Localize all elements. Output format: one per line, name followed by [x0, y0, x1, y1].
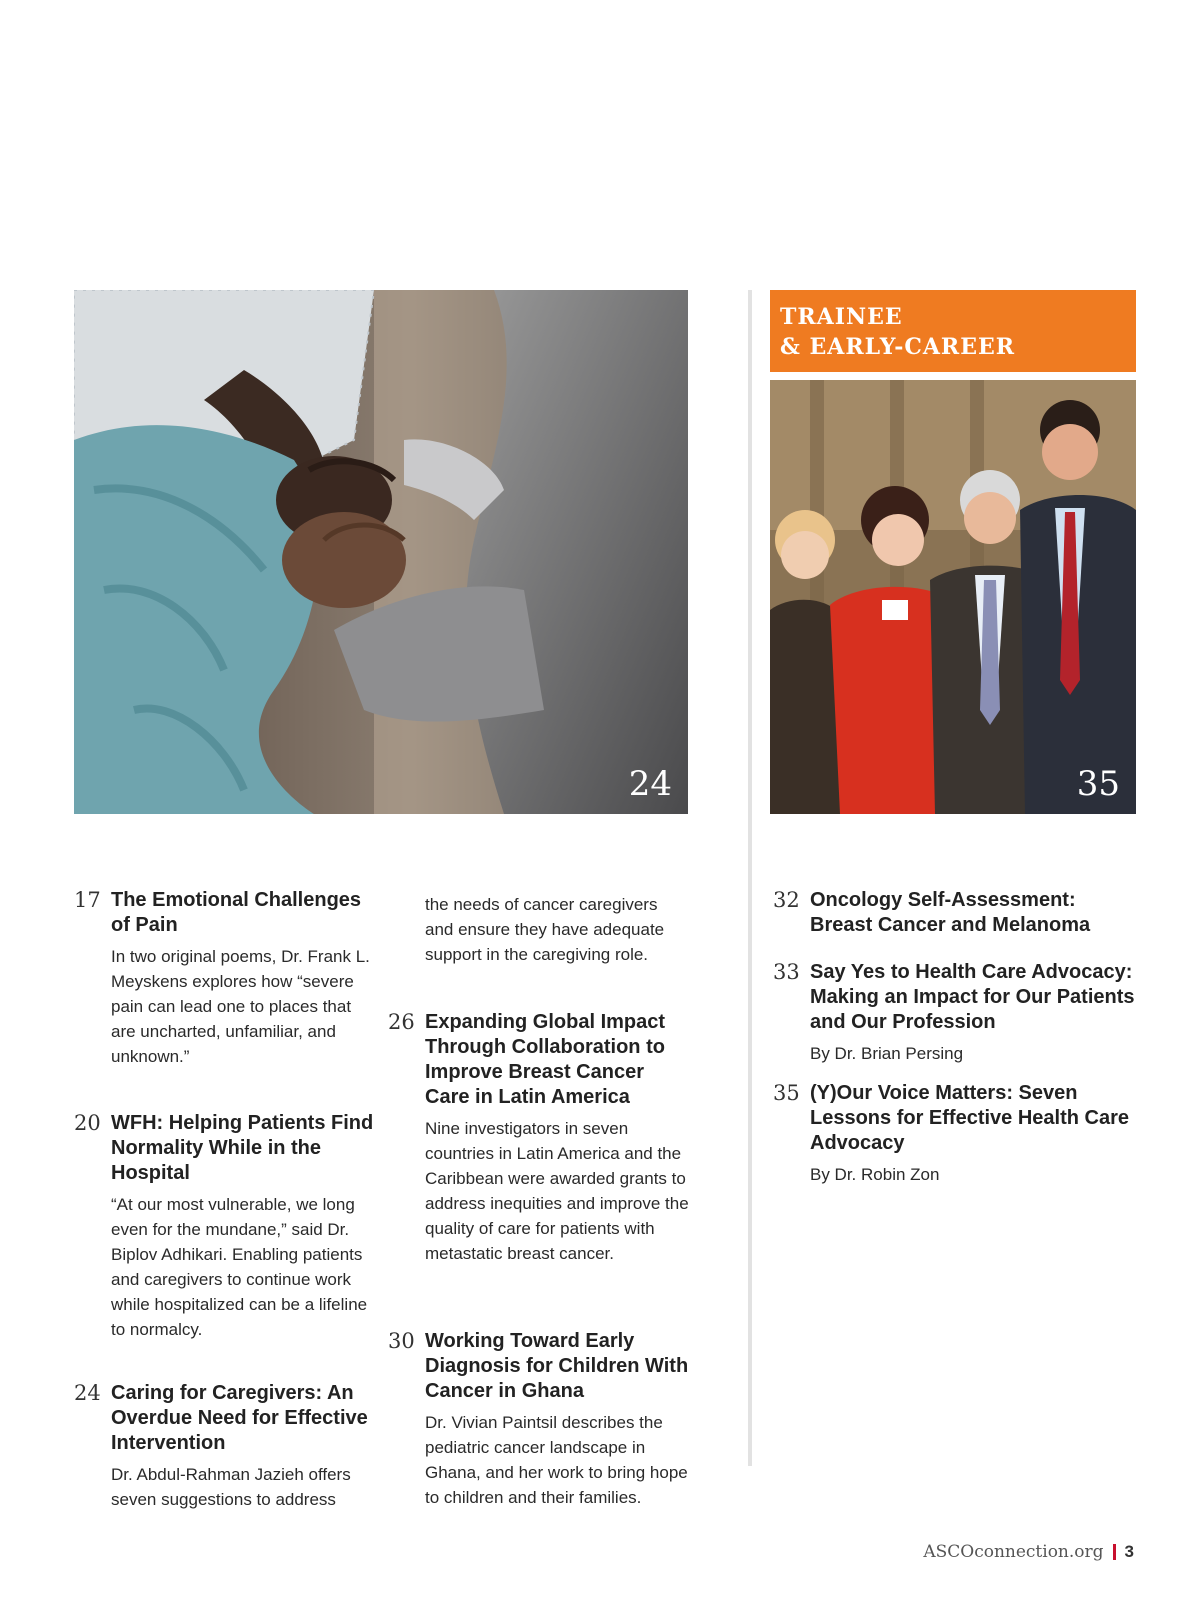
toc-title[interactable]: Caring for Caregivers: An Overdue Need for Effective Intervention	[111, 1382, 368, 1454]
toc-byline: By Dr. Brian Persing	[810, 1044, 964, 1063]
section-banner-line-1: TRAINEE	[780, 304, 903, 330]
toc-description-continued: the needs of cancer caregivers and ensure they have adequate support in the caregiving role.	[425, 895, 665, 964]
toc-page-number: 26	[388, 1010, 415, 1034]
caregiver-hands-photo	[74, 290, 688, 814]
toc-page-number: 20	[74, 1111, 101, 1135]
toc-page-number: 30	[388, 1329, 415, 1353]
toc-page-number: 33	[773, 960, 800, 984]
toc-description: Nine investigators in seven countries in Latin America and the Caribbean were awarded grants to address inequities and improve the quality of care for patients with metastatic breast cancer.	[425, 1119, 689, 1263]
toc-description: “At our most vulnerable, we long even for the mundane,” said Dr. Biplov Adhikari. Enabling patients and caregivers to continue work while hospitalized can be a lifeline to normalcy.	[111, 1195, 368, 1339]
toc-description: In two original poems, Dr. Frank L. Meyskens explores how “severe pain can lead one to places that are uncharted, unfamiliar, and unknown.”	[111, 947, 370, 1066]
toc-title[interactable]: Say Yes to Health Care Advocacy: Making an Impact for Our Patients and Our Profession	[810, 961, 1135, 1033]
toc-page-number: 24	[74, 1381, 101, 1405]
footer-page-number: 3	[1124, 1542, 1134, 1561]
toc-title[interactable]: The Emotional Challenges of Pain	[111, 889, 362, 936]
toc-title[interactable]: Expanding Global Impact Through Collaboration to Improve Breast Cancer Care in Latin America	[425, 1011, 666, 1108]
photo-page-number: 24	[628, 764, 672, 804]
advocacy-group-photo	[770, 380, 1136, 814]
toc-page-number: 35	[773, 1081, 800, 1105]
section-banner	[770, 290, 1136, 372]
toc-description: Dr. Abdul-Rahman Jazieh offers seven suggestions to address	[111, 1465, 351, 1509]
toc-title[interactable]: Oncology Self-Assessment: Breast Cancer and Melanoma	[810, 889, 1091, 936]
footer-separator	[1113, 1544, 1116, 1560]
toc-title[interactable]: Working Toward Early Diagnosis for Children With Cancer in Ghana	[425, 1330, 689, 1402]
toc-title[interactable]: WFH: Helping Patients Find Normality While in the Hospital	[111, 1112, 374, 1184]
toc-page-number: 32	[773, 888, 800, 912]
caregiver-hands-illustration	[74, 290, 688, 814]
group-portrait-illustration	[770, 380, 1136, 814]
toc-byline: By Dr. Robin Zon	[810, 1165, 940, 1184]
photo-page-number: 35	[1076, 764, 1120, 804]
section-banner-line-2: & EARLY-CAREER	[780, 334, 1016, 360]
page-footer	[923, 1542, 1134, 1562]
toc-page-number: 17	[74, 888, 101, 912]
toc-description: Dr. Vivian Paintsil describes the pediatric cancer landscape in Ghana, and her work to bring hope to children and their families.	[425, 1413, 688, 1507]
footer-site-link[interactable]: ASCOconnection.org	[923, 1542, 1104, 1562]
toc-title[interactable]: (Y)Our Voice Matters: Seven Lessons for Effective Health Care Advocacy	[810, 1082, 1129, 1154]
column-divider	[748, 290, 752, 1466]
